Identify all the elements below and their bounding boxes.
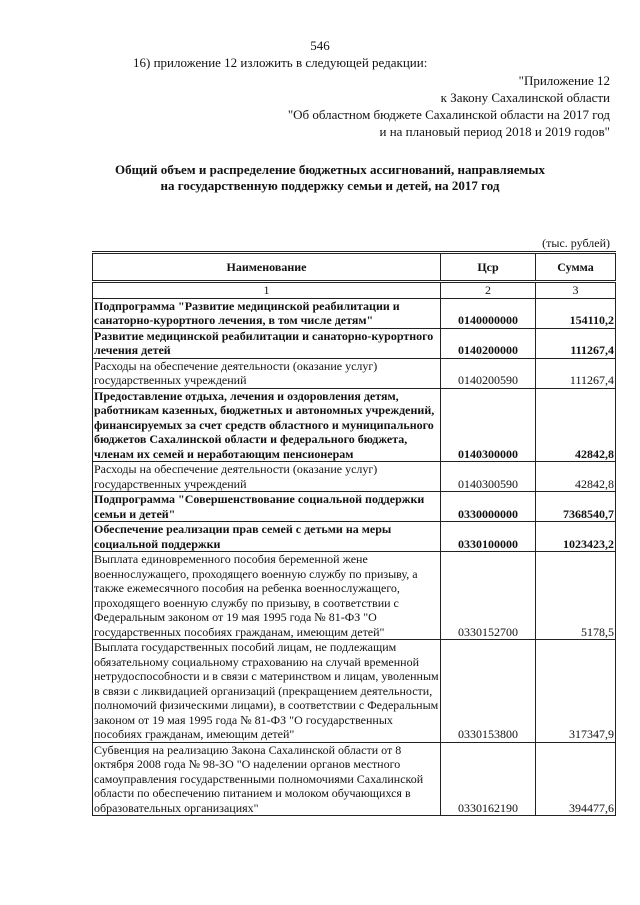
header-code: Цср — [441, 253, 536, 282]
row-sum: 394477,6 — [536, 742, 616, 816]
row-name: Предоставление отдыха, лечения и оздоровления детям, работникам казенных, бюджетных и автономных учреждений, финансируемых за счет средств областного и муниципального бюджетов Сахалинской области и федерального бюджета, членам их семей и неработающим пенсионерам — [93, 388, 441, 462]
column-number-1: 1 — [93, 282, 441, 299]
row-name: Расходы на обеспечение деятельности (оказание услуг) государственных учреждений — [93, 462, 441, 492]
row-sum: 317347,9 — [536, 640, 616, 743]
row-code: 0330100000 — [441, 522, 536, 552]
table-row — [93, 492, 616, 522]
row-code: 0330000000 — [441, 492, 536, 522]
header-sum: Сумма — [536, 253, 616, 282]
row-name: Расходы на обеспечение деятельности (оказание услуг) государственных учреждений — [93, 358, 441, 388]
row-sum: 5178,5 — [536, 552, 616, 640]
row-name: Выплата единовременного пособия беременной жене военнослужащего, проходящего военную службу по призыву, а также ежемесячного пособия на ребенка военнослужащего, проходящего военную службу по призыву, в соответствии с Федеральным законом от 19 мая 1995 года № 81-ФЗ "О государственных пособиях гражданам, имеющим детей" — [93, 552, 441, 640]
row-sum: 1023423,2 — [536, 522, 616, 552]
row-sum: 154110,2 — [536, 298, 616, 328]
column-number-2: 2 — [441, 282, 536, 299]
row-name: Подпрограмма "Совершенствование социальной поддержки семьи и детей" — [93, 492, 441, 522]
appendix-line-4: и на плановый период 2018 и 2019 годов" — [379, 124, 610, 139]
intro-text: 16) приложение 12 изложить в следующей редакции: — [133, 55, 428, 70]
budget-table — [92, 251, 616, 816]
row-name: Субвенция на реализацию Закона Сахалинской области от 8 октября 2008 года № 98-ЗО "О наделении органов местного самоуправления государственными полномочиями Сахалинской области по обеспечению питанием и молоком обучающихся в образовательных организациях" — [93, 742, 441, 816]
appendix-line-3: "Об областном бюджете Сахалинской области на 2017 год — [287, 107, 610, 122]
header-row — [93, 253, 616, 282]
row-name: Развитие медицинской реабилитации и санаторно-курортного лечения детей — [93, 328, 441, 358]
row-sum: 111267,4 — [536, 328, 616, 358]
document-title — [90, 162, 570, 194]
table-row — [93, 462, 616, 492]
row-sum: 7368540,7 — [536, 492, 616, 522]
row-code: 0140200000 — [441, 328, 536, 358]
appendix-reference — [288, 72, 610, 140]
row-code: 0140200590 — [441, 358, 536, 388]
row-code: 0330153800 — [441, 640, 536, 743]
title-line-2: на государственную поддержку семьи и детей, на 2017 год — [160, 178, 500, 193]
appendix-line-2: к Закону Сахалинской области — [440, 90, 610, 105]
column-number-3: 3 — [536, 282, 616, 299]
header-name: Наименование — [93, 253, 441, 282]
row-code: 0330152700 — [441, 552, 536, 640]
row-sum: 42842,8 — [536, 462, 616, 492]
table-row — [93, 640, 616, 743]
table-row — [93, 328, 616, 358]
table-row — [93, 552, 616, 640]
column-number-row — [93, 282, 616, 299]
table-row — [93, 358, 616, 388]
title-line-1: Общий объем и распределение бюджетных ассигнований, направляемых — [114, 162, 546, 177]
row-name: Обеспечение реализации прав семей с детьми на меры социальной поддержки — [93, 522, 441, 552]
row-code: 0140300590 — [441, 462, 536, 492]
row-name: Выплата государственных пособий лицам, не подлежащим обязательному социальному страхованию на случай временной нетрудоспособности и в связи с материнством и лицам, уволенным в связи с ликвидацией организаций (прекращением деятельности, полномочий физическими лицами), в соответствии с Федеральным законом от 19 мая 1995 года № 81-ФЗ "О государственных пособиях гражданам, имеющим детей" — [94, 640, 439, 741]
row-sum: 42842,8 — [536, 388, 616, 462]
page-number: 546 — [310, 38, 330, 53]
unit-label: (тыс. рублей) — [542, 236, 610, 250]
table-row — [93, 388, 616, 462]
row-code: 0140000000 — [441, 298, 536, 328]
row-sum: 111267,4 — [536, 358, 616, 388]
row-name: Подпрограмма "Развитие медицинской реабилитации и санаторно-курортного лечения, в том числе детям" — [93, 298, 441, 328]
row-code: 0140300000 — [441, 388, 536, 462]
table-row — [93, 742, 616, 816]
table-row — [93, 298, 616, 328]
row-code: 0330162190 — [441, 742, 536, 816]
table-row — [93, 522, 616, 552]
appendix-line-1: "Приложение 12 — [518, 73, 610, 88]
